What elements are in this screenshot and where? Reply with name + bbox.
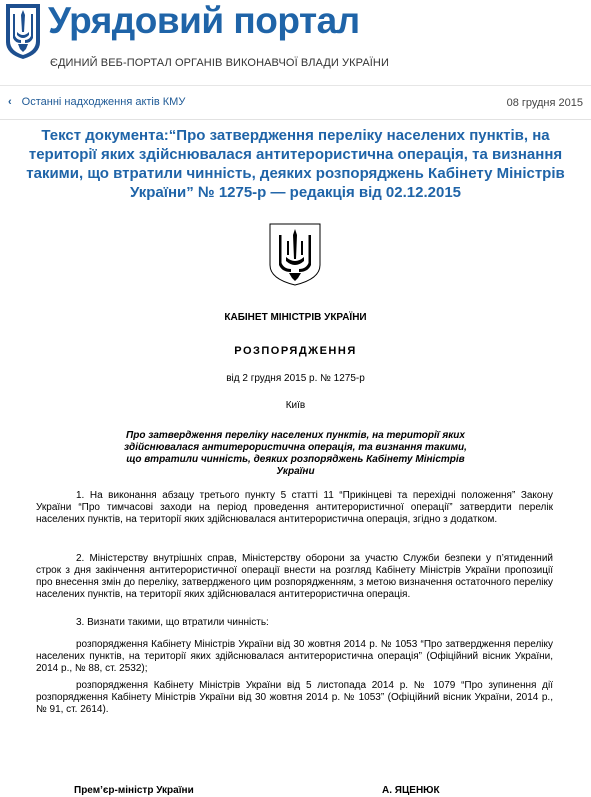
- document-kind: РОЗПОРЯДЖЕННЯ: [234, 345, 357, 357]
- document-title: Текст документа:“Про затвердження переліку населених пунктів, на території яких здійснювалася антитерористична операція, та визнання такими, що втратили чинність, деяких розпоряджень Кабінету Міністрів України” № 1275-р — редакція від 02.12.2015: [26, 127, 565, 201]
- coat-of-arms-logo-icon[interactable]: [4, 2, 42, 60]
- coat-of-arms-icon: [267, 221, 323, 287]
- issuer-name: КАБІНЕТ МІНІСТРІВ УКРАЇНИ: [224, 312, 367, 323]
- site-header: [0, 0, 591, 80]
- repealed-item-2: розпорядження Кабінету Міністрів України від 5 листопада 2014 р. № 1079 “Про зупинення дії розпорядження Кабінету Міністрів України від 30 жовтня 2014 р. № 1053” (Офіційний вісник України, 2014 р., № 91, ст. 2614).: [36, 680, 553, 715]
- site-title[interactable]: Урядовий портал: [48, 0, 360, 41]
- document-dateline: від 2 грудня 2015 р. № 1275-р: [226, 373, 365, 384]
- breadcrumb-back-link[interactable]: [8, 96, 185, 108]
- site-subtitle: ЄДИНИЙ ВЕБ-ПОРТАЛ ОРГАНІВ ВИКОНАВЧОЇ ВЛАДИ УКРАЇНИ: [50, 57, 389, 69]
- document-city: Київ: [285, 400, 306, 411]
- paragraph-1: 1. На виконання абзацу третього пункту 5 статті 11 “Прикінцеві та перехідні положення” Закону України “Про тимчасові заходи на період проведення антитерористичної операції” затвердити перелік населених пунктів, на території яких здійснювалася антитерористична операція, згідно з додатком.: [36, 490, 553, 525]
- header-divider: [0, 85, 591, 86]
- signatory-name: А. ЯЦЕНЮК: [382, 785, 440, 796]
- publication-date: 08 грудня 2015: [506, 97, 583, 109]
- signatory-title: Прем’єр-міністр України: [74, 785, 194, 796]
- paragraph-3: 3. Визнати такими, що втратили чинність:: [76, 617, 269, 628]
- breadcrumb-label[interactable]: Останні надходження актів КМУ: [21, 96, 186, 108]
- breadcrumb-divider: [0, 119, 591, 120]
- document-heading: Про затвердження переліку населених пунктів, на території яких здійснювалася антитерористична операція, та визнання такими, що втратили чинність, деяких розпоряджень Кабінету Міністрів України: [124, 430, 467, 477]
- paragraph-2: 2. Міністерству внутрішніх справ, Міністерству оборони за участю Служби безпеки у п’ятиденний строк з дня закінчення антитерористичної операції внести на розгляд Кабінету Міністрів України пропозиції про внесення змін до переліку, затвердженого цим розпорядженням, з метою визначення остаточного переліку населених пунктів, на території яких здійснювалася антитерористична операція.: [36, 553, 553, 600]
- repealed-item-1: розпорядження Кабінету Міністрів України від 30 жовтня 2014 р. № 1053 “Про затвердження переліку населених пунктів, на території яких здійснювалася антитерористична операція” (Офіційний вісник України, 2014 р., № 88, ст. 2532);: [36, 639, 553, 674]
- chevron-left-icon[interactable]: ‹: [8, 96, 12, 108]
